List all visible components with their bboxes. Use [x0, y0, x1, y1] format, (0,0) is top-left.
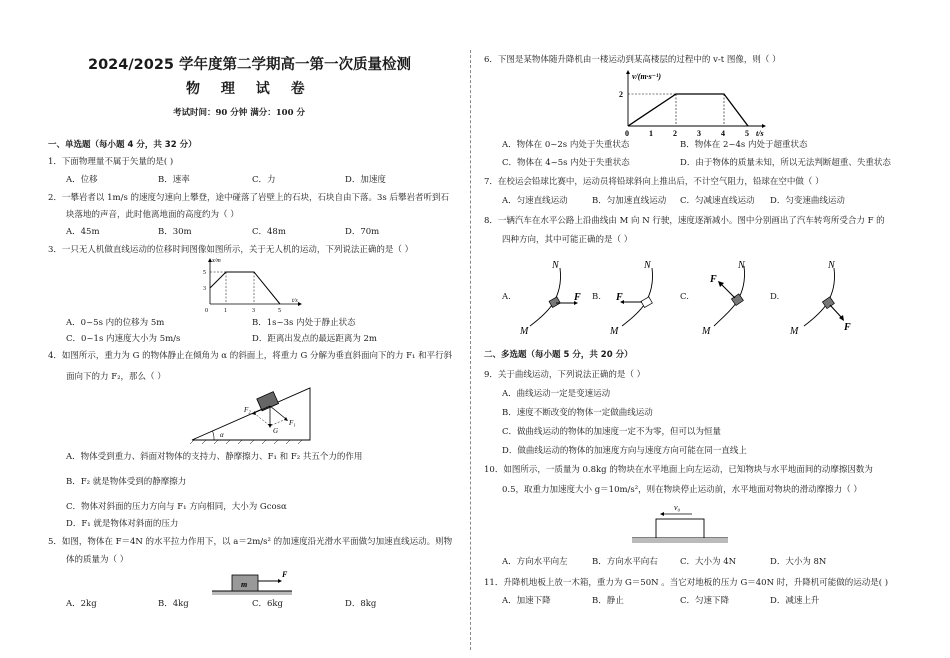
- q3-xtick-0: 0: [205, 308, 208, 314]
- q8-a-m: M: [520, 326, 529, 337]
- q9-option-b[interactable]: B．速度不断改变的物体一定做曲线运动: [502, 408, 653, 418]
- q8-option-a[interactable]: A.: [502, 292, 511, 302]
- q8-b-f: F: [616, 292, 623, 303]
- q6-xtick-5: 5: [745, 129, 749, 138]
- q3-xlabel: t/s: [292, 298, 298, 304]
- q8-b-m: M: [610, 326, 619, 337]
- q3-xtick-5: 5: [278, 308, 281, 314]
- q2-stem-line1: 2．一攀岩者以 1m/s 的速度匀速向上攀登，途中碰落了岩壁上的石块，石块自由下落。3s 后攀岩者听到石: [48, 193, 449, 203]
- q5-option-a[interactable]: A．2kg: [66, 599, 97, 609]
- q8-d-n: N: [828, 260, 835, 271]
- exam-title: 2024/2025 学年度第二学期高一第一次质量检测: [88, 57, 412, 73]
- q4-option-a[interactable]: A．物体受到重力、斜面对物体的支持力、静摩擦力、F₁ 和 F₂ 共五个力的作用: [66, 452, 363, 462]
- q7-stem: 7．在校运会铅球比赛中，运动员将铅球斜向上推出后，不计空气阻力，铅球在空中做（ ）: [484, 177, 824, 187]
- q8-option-c[interactable]: C.: [680, 292, 689, 302]
- section-single-choice: 一、单选题（每小题 4 分，共 32 分）: [48, 140, 197, 150]
- q5-option-c[interactable]: C．6kg: [252, 599, 284, 609]
- q6-xtick-0: 0: [625, 129, 629, 138]
- q8-option-b[interactable]: B.: [592, 292, 601, 302]
- q4-stem-line2: 面向下的力 F₂，那么（ ）: [66, 372, 166, 382]
- q5-mass-label: m: [241, 580, 248, 589]
- q8-a-f: F: [574, 292, 581, 303]
- q6-xlabel: t/s: [756, 129, 764, 138]
- exam-meta: 考试时间：90 分钟 满分：100 分: [173, 108, 305, 118]
- q3-option-c[interactable]: C．0~1s 内速度大小为 5m/s: [66, 334, 181, 344]
- q1-option-d[interactable]: D．加速度: [345, 175, 386, 185]
- q5-option-b[interactable]: B．4kg: [158, 599, 189, 609]
- q3-option-a[interactable]: A．0~5s 内的位移为 5m: [66, 318, 165, 328]
- q6-option-c[interactable]: C．物体在 4~5s 内处于失重状态: [502, 158, 630, 168]
- q6-series-line: [628, 94, 748, 126]
- q6-xtick-4: 4: [721, 129, 725, 138]
- q3-option-d[interactable]: D．距离出发点的最远距离为 2m: [252, 334, 377, 344]
- q8-stem-line2: 四种方向，其中可能正确的是（ ）: [502, 235, 633, 245]
- q9-option-a[interactable]: A．曲线运动一定是变速运动: [502, 389, 611, 399]
- q4-option-c[interactable]: C．物体对斜面的压力方向与 F₁ 方向相同，大小为 Gcosα: [66, 502, 287, 512]
- q2-option-d[interactable]: D．70m: [345, 227, 380, 237]
- q10-stem-line2: 0.5，取重力加速度大小 g＝10m/s²，则在物块停止运动前，水平地面对物块的滑动摩擦力（ ）: [502, 485, 862, 495]
- q7-option-d[interactable]: D．匀变速曲线运动: [770, 196, 845, 206]
- section-multi-choice: 二、多选题（每小题 5 分，共 20 分）: [484, 350, 633, 360]
- q5-force-label: F: [282, 570, 288, 579]
- q7-option-b[interactable]: B．匀加速直线运动: [592, 196, 667, 206]
- q7-option-a[interactable]: A．匀速直线运动: [502, 196, 568, 206]
- q8-stem-line1: 8．一辆汽车在水平公路上沿曲线由 M 向 N 行驶，速度逐渐减小。图中分别画出了汽车转弯所受合力 F 的: [484, 216, 885, 226]
- q10-stem-line1: 10．如图所示，一质量为 0.8kg 的物块在水平地面上向左运动，已知物块与水平地面间的动摩擦因数为: [484, 465, 873, 475]
- q8-a-n: N: [552, 260, 559, 271]
- q8-b-n: N: [644, 260, 651, 271]
- q2-option-b[interactable]: B．30m: [158, 227, 192, 237]
- q3-xtick-1: 1: [224, 308, 227, 314]
- q10-v0-label: v₀: [674, 503, 681, 512]
- q10-option-b[interactable]: B．方向水平向右: [592, 557, 658, 567]
- q5-stem-line2: 体的质量为（ ）: [66, 555, 129, 565]
- q6-option-a[interactable]: A．物体在 0~2s 内处于失重状态: [502, 140, 630, 150]
- q11-option-a[interactable]: A．加速下降: [502, 596, 551, 606]
- q10-option-c[interactable]: C．大小为 4N: [680, 557, 737, 567]
- q6-stem: 6．下图是某物体随升降机由一楼运动到某高楼层的过程中的 v-t 图像，则（ ）: [484, 55, 781, 65]
- q1-option-b[interactable]: B．速率: [158, 175, 190, 185]
- q8-d-f: F: [844, 322, 851, 333]
- q4-g-label: G: [273, 427, 279, 435]
- q2-stem-line2: 块落地的声音，此时他离地面的高度约为（ ）: [66, 210, 239, 220]
- q3-xtick-3: 3: [252, 308, 255, 314]
- q3-ytick-3: 3: [203, 286, 206, 292]
- q6-xtick-1: 1: [649, 129, 653, 138]
- q3-ylabel: x/m: [212, 258, 221, 264]
- q11-option-c[interactable]: C．匀速下降: [680, 596, 730, 606]
- q4-incline-figure: [192, 384, 322, 444]
- q8-figure-b: [604, 256, 684, 338]
- q6-option-d[interactable]: D．由于物体的质量未知，所以无法判断超重、失重状态: [680, 158, 891, 168]
- q4-f1-label: F₁: [289, 419, 296, 427]
- q1-option-a[interactable]: A．位移: [66, 175, 98, 185]
- q8-c-n: N: [738, 260, 745, 271]
- q6-xtick-2: 2: [673, 129, 677, 138]
- q6-xtick-3: 3: [697, 129, 701, 138]
- q10-option-d[interactable]: D．大小为 8N: [770, 557, 827, 567]
- q11-option-b[interactable]: B．静止: [592, 596, 624, 606]
- q8-figure-d: [788, 256, 868, 338]
- q8-figure-a: [516, 256, 596, 338]
- q5-stem-line1: 5．如图，物体在 F＝4N 的水平拉力作用下，以 a＝2m/s² 的加速度沿光滑水平面做匀加速直线运动。则物: [48, 537, 453, 547]
- q11-stem: 11．升降机地板上放一木箱，重力为 G＝50N 。当它对地板的压力 G＝40N 时，升降机可能做的运动是( ): [484, 578, 889, 588]
- q6-option-b[interactable]: B．物体在 2~4s 内处于超重状态: [680, 140, 808, 150]
- q6-ytick-2: 2: [619, 90, 623, 99]
- q6-vt-chart: [616, 70, 776, 138]
- q9-option-d[interactable]: D．做曲线运动的物体的加速度方向与速度方向可能在同一直线上: [502, 446, 747, 456]
- q6-ylabel: v/(m·s⁻¹): [632, 72, 662, 81]
- q8-option-d[interactable]: D.: [770, 292, 780, 302]
- q9-stem: 9．关于曲线运动，下列说法正确的是（ ）: [484, 370, 646, 380]
- q3-option-b[interactable]: B．1s~3s 内处于静止状态: [252, 318, 356, 328]
- q3-xt-graph: [196, 258, 306, 316]
- q1-stem: 1．下面物理量不属于矢量的是( ): [48, 157, 174, 167]
- q3-stem: 3．一只无人机做直线运动的位移时间图像如图所示，关于无人机的运动，下列说法正确的是（ ）: [48, 245, 414, 255]
- column-divider: [470, 50, 471, 650]
- q10-option-a[interactable]: A．方向水平向左: [502, 557, 568, 567]
- q4-f2-label: F₂: [244, 406, 251, 414]
- q10-block-figure: [632, 502, 728, 548]
- q8-figure-c: [696, 256, 776, 338]
- q5-block-figure: [212, 566, 302, 596]
- q4-option-d[interactable]: D．F₁ 就是物体对斜面的压力: [66, 519, 179, 529]
- q5-option-d[interactable]: D．8kg: [345, 599, 377, 609]
- q4-option-b[interactable]: B．F₂ 就是物体受到的静摩擦力: [66, 477, 187, 487]
- q4-alpha-label: α: [220, 431, 224, 439]
- q3-ytick-5: 5: [203, 270, 206, 276]
- q8-c-m: M: [702, 326, 711, 337]
- q1-option-c[interactable]: C．力: [252, 175, 276, 185]
- q8-d-m: M: [790, 326, 799, 337]
- exam-subject: 物 理 试 卷: [186, 81, 313, 97]
- q9-option-c[interactable]: C．做曲线运动的物体的加速度一定不为零，但可以为恒量: [502, 427, 722, 437]
- q4-stem-line1: 4．如图所示，重力为 G 的物体静止在倾角为 α 的斜面上，将重力 G 分解为垂直斜面向下的力 F₁ 和平行斜: [48, 351, 453, 361]
- q8-c-f: F: [710, 274, 717, 285]
- q7-option-c[interactable]: C．匀减速直线运动: [680, 196, 755, 206]
- q2-option-c[interactable]: C．48m: [252, 227, 286, 237]
- q2-option-a[interactable]: A．45m: [66, 227, 100, 237]
- q11-option-d[interactable]: D．减速上升: [770, 596, 820, 606]
